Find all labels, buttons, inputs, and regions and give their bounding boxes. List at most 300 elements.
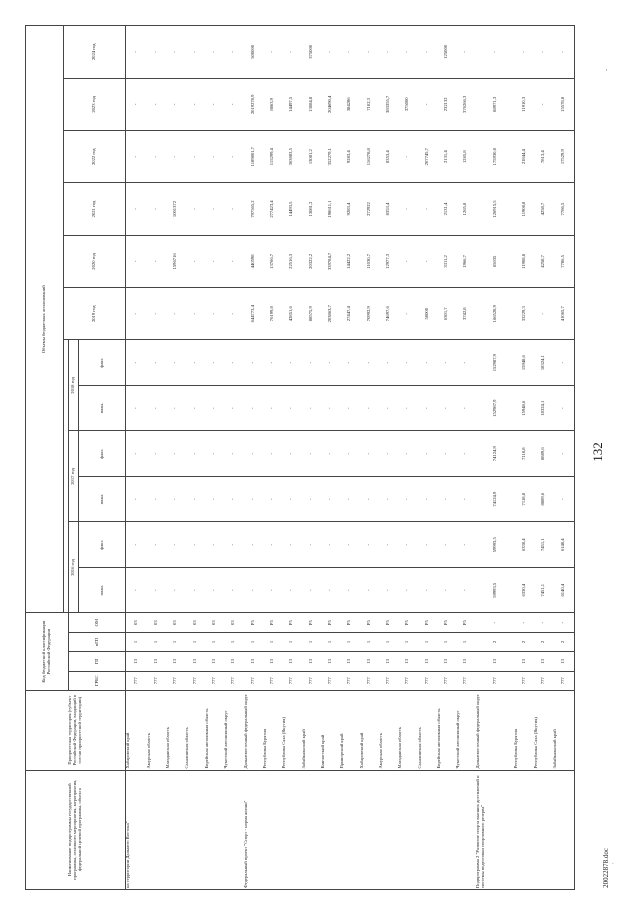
cell-name [263,770,282,889]
cell-y23: - [224,78,243,130]
cell-f16: - [340,522,359,568]
cell-p18: - [185,385,204,431]
cell-y21: - [205,183,224,235]
cell-y24: 500000 [244,26,263,79]
cell-y24: - [553,26,574,79]
cell-f17: - [437,431,456,477]
cell-grbs: 777 [418,671,437,690]
budget-allocations-table [25,25,575,890]
cell-pgp: 2 [514,632,533,651]
cell-f18: - [224,340,243,386]
cell-pgp: 1 [244,632,263,651]
cell-y22: 115299,4 [263,131,282,183]
cell-om: P5 [340,613,359,632]
cell-y21: 198611,1 [321,183,340,235]
table-row [553,26,574,890]
cell-p18: - [321,385,340,431]
cell-p17: - [321,476,340,522]
header-year-2017: 2017 год [69,431,79,522]
cell-pgp: 2 [476,632,515,651]
cell-p18: 18324,1 [534,385,553,431]
cell-pgp: 1 [321,632,340,651]
cell-gp: 13 [553,652,574,671]
cell-pgp: 1 [282,632,301,651]
cell-y19: 74697,6 [379,288,398,340]
table-row [263,26,282,890]
header-year-2019: 2019 год [64,288,126,340]
header-territory: Приоритетная территория (субъект Российской Федерации, входящий в состав приоритетной территории) [26,690,126,770]
cell-f16: - [437,522,456,568]
cell-p17: - [263,476,282,522]
cell-y23: - [126,78,147,130]
cell-y19: 166528,9 [476,288,515,340]
cell-f17: 74124,9 [476,431,515,477]
cell-p18: - [379,385,398,431]
cell-pgp: 1 [302,632,321,651]
cell-y24: - [514,26,533,79]
cell-gp: 13 [360,652,379,671]
cell-y22: - [185,131,204,183]
cell-p16: - [379,567,398,613]
cell-y22: 1265,8 [456,131,475,183]
table-row [437,26,456,890]
header-fact: факт. [79,431,126,477]
cell-y22: 1189801,7 [244,131,263,183]
cell-f18: - [321,340,340,386]
cell-p17: - [224,476,243,522]
cell-f17: - [456,431,475,477]
cell-p16: - [282,567,301,613]
cell-y21: 11908,8 [514,183,533,235]
cell-f17: - [360,431,379,477]
cell-om: - [476,613,515,632]
cell-y19: 76199,8 [263,288,282,340]
cell-grbs: 777 [126,671,147,690]
cell-p17: - [553,476,574,522]
cell-y22: - [224,131,243,183]
margin-mark: . [612,858,614,866]
cell-y21: - [185,183,204,235]
cell-p16: - [244,567,263,613]
cell-p16: 6140,4 [553,567,574,613]
cell-y20: 7786,5 [553,235,574,287]
cell-grbs: 777 [340,671,359,690]
cell-y20: - [418,235,437,287]
cell-f18: - [166,340,185,386]
cell-f16: 59993,5 [476,522,515,568]
cell-y20: 11030,7 [360,235,379,287]
cell-pgp: 1 [224,632,243,651]
cell-f18: - [185,340,204,386]
cell-y24: - [166,26,185,79]
cell-f18: - [437,340,456,386]
cell-territory: Амурская область [379,690,398,770]
cell-gp: 13 [437,652,456,671]
cell-gp: 13 [534,652,553,671]
cell-gp: 13 [205,652,224,671]
cell-pgp: 2 [534,632,553,651]
cell-y22: 175930,8 [476,131,515,183]
cell-y20: 1966,7 [456,235,475,287]
table-row [126,26,147,890]
cell-name [534,770,553,889]
cell-territory: Сахалинская область [185,690,204,770]
cell-f18: - [263,340,282,386]
cell-p17: - [282,476,301,522]
cell-y23: 11910,3 [514,78,533,130]
cell-om: P5 [321,613,340,632]
cell-y20: 14422,2 [340,235,359,287]
header-plan: план. [79,476,126,522]
cell-y21: - [224,183,243,235]
cell-p17: - [185,476,204,522]
cell-p18: - [418,385,437,431]
cell-p18: - [244,385,263,431]
cell-territory: Амурская область [147,690,166,770]
cell-p18: - [456,385,475,431]
cell-y21: 8353,4 [379,183,398,235]
cell-y22: - [126,131,147,183]
cell-territory: Приморский край [340,690,359,770]
cell-y21: 13081,2 [302,183,321,235]
cell-f16: - [244,522,263,568]
cell-f17: - [126,431,147,477]
header-year-2023: 2023 год [64,78,126,130]
cell-territory: Забайкальский край [302,690,321,770]
header-om: ОМ [69,613,126,632]
cell-om: P5 [398,613,417,632]
cell-pgp: 1 [456,632,475,651]
cell-y24: - [126,26,147,79]
cell-y19: 644773,4 [244,288,263,340]
cell-territory: Еврейская автономная область [437,690,456,770]
cell-y22: - [398,131,417,183]
cell-name [321,770,340,889]
rotated-table-sheet [25,25,575,890]
cell-p17: - [398,476,417,522]
cell-name: Подпрограмма 2 "Развитие спорта высших достижений и системы подготовки спортивного резерва" [476,770,515,889]
cell-y19: - [126,288,147,340]
cell-gp: 13 [244,652,263,671]
cell-y24: - [456,26,475,79]
cell-y20: - [224,235,243,287]
cell-y19: - [185,288,204,340]
cell-p18: - [360,385,379,431]
cell-pgp: 1 [263,632,282,651]
header-volumes: Объемы бюджетных ассигнований [26,26,64,613]
cell-y20: 339784,7 [321,235,340,287]
cell-f16: - [456,522,475,568]
cell-territory: Республика Бурятия [263,690,282,770]
cell-om: P5 [456,613,475,632]
cell-p18: - [205,385,224,431]
header-year-2016: 2016 год [69,522,79,613]
cell-pgp: 1 [418,632,437,651]
page-number: 132 [590,442,605,462]
cell-grbs: 777 [514,671,533,690]
cell-y24: - [282,26,301,79]
cell-pgp: 1 [147,632,166,651]
document-code: 20022878.doc [602,848,610,888]
cell-name [456,770,475,889]
cell-p16: - [418,567,437,613]
cell-om: P5 [437,613,456,632]
cell-grbs: 777 [185,671,204,690]
cell-y23: 8863,9 [263,78,282,130]
cell-y23: - [534,78,553,130]
cell-p18: - [437,385,456,431]
header-pgp: пГП [69,632,126,651]
cell-y21: - [147,183,166,235]
cell-gp: 13 [476,652,515,671]
cell-f16: - [185,522,204,568]
cell-territory: Хабаровский край [126,690,147,770]
cell-p16: - [147,567,166,613]
cell-y22: 21844,4 [514,131,533,183]
cell-p17: - [126,476,147,522]
cell-p18: - [553,385,574,431]
cell-name [302,770,321,889]
cell-f17: 8889,6 [534,431,553,477]
cell-f17: - [263,431,282,477]
cell-f18: - [126,340,147,386]
cell-territory: Забайкальский край [553,690,574,770]
header-year-2018: 2018 год [69,340,79,431]
cell-y21: - [398,183,417,235]
cell-grbs: 777 [282,671,301,690]
cell-p17: 74124,9 [476,476,515,522]
table-row [476,26,515,890]
cell-gp: 13 [263,652,282,671]
cell-p18: - [166,385,185,431]
cell-grbs: 777 [263,671,282,690]
cell-p17: - [379,476,398,522]
cell-y23: 13084,8 [302,78,321,130]
table-row [185,26,204,890]
cell-p17: - [166,476,185,522]
cell-om: - [534,613,553,632]
cell-f18: - [302,340,321,386]
cell-p17: 8889,6 [534,476,553,522]
header-year-2021: 2021 год [64,183,126,235]
table-row [205,26,224,890]
cell-p16: - [166,567,185,613]
cell-y23: 375000 [398,78,417,130]
cell-y24: - [321,26,340,79]
cell-f17: - [340,431,359,477]
cell-y21: 797565,2 [244,183,263,235]
cell-name [553,770,574,889]
table-header [26,26,126,890]
table-row [302,26,321,890]
cell-y19: 6301,7 [437,288,456,340]
cell-y23: - [166,78,185,130]
cell-p16: - [321,567,340,613]
cell-name [418,770,437,889]
cell-grbs: 777 [360,671,379,690]
cell-f17: - [553,431,574,477]
cell-f18: - [456,340,475,386]
cell-name [205,770,224,889]
cell-f17: - [398,431,417,477]
cell-f16: - [166,522,185,568]
cell-p16: - [126,567,147,613]
cell-gp: 13 [398,652,417,671]
cell-territory: Республика Бурятия [514,690,533,770]
cell-grbs: 777 [205,671,224,690]
cell-gp: 13 [321,652,340,671]
cell-f17: - [205,431,224,477]
cell-f16: - [398,522,417,568]
cell-f16: - [302,522,321,568]
cell-y22: 17529,9 [553,131,574,183]
cell-grbs: 777 [302,671,321,690]
cell-y23: 14497,5 [282,78,301,130]
cell-f16: - [263,522,282,568]
cell-om: 03 [205,613,224,632]
table-row [224,26,243,890]
cell-gp: 13 [126,652,147,671]
cell-y20: - [398,235,417,287]
cell-y19: - [534,288,553,340]
cell-y24: - [534,26,553,79]
cell-p16: - [185,567,204,613]
cell-om: 03 [147,613,166,632]
cell-y21: - [126,183,147,235]
cell-p17: - [244,476,263,522]
cell-om: P5 [418,613,437,632]
cell-f17: - [166,431,185,477]
table-row [282,26,301,890]
cell-f16: - [418,522,437,568]
cell-gp: 13 [302,652,321,671]
cell-f16: - [147,522,166,568]
cell-name [340,770,359,889]
cell-y24: - [418,26,437,79]
table-row [456,26,475,890]
cell-grbs: 777 [224,671,243,690]
cell-territory: Чукотский автономный округ [456,690,475,770]
cell-f16: 7451,1 [534,522,553,568]
cell-p17: - [418,476,437,522]
cell-y19: 203863,7 [321,288,340,340]
cell-y23: - [147,78,166,130]
cell-y19: 88575,9 [302,288,321,340]
cell-y20: - [185,235,204,287]
cell-y21: - [418,183,437,235]
table-row [166,26,185,890]
cell-p18: - [340,385,359,431]
cell-om: - [514,613,533,632]
cell-f18: 15948,6 [514,340,533,386]
cell-pgp: 1 [437,632,456,651]
cell-gp: 13 [185,652,204,671]
cell-f17: - [147,431,166,477]
header-year-2020: 2020 год [64,235,126,287]
cell-p17: - [340,476,359,522]
cell-name [147,770,166,889]
cell-y20: 22516,3 [282,235,301,287]
cell-p18: - [147,385,166,431]
cell-f17: - [185,431,204,477]
cell-p18: - [282,385,301,431]
cell-y19: - [166,288,185,340]
cell-territory: Магаданская область [166,690,185,770]
cell-y22: - [147,131,166,183]
table-row [534,26,553,890]
cell-f17: - [321,431,340,477]
table-row [340,26,359,890]
cell-name [166,770,185,889]
cell-y22: - [166,131,185,183]
header-plan: план. [79,385,126,431]
cell-y20: - [147,235,166,287]
cell-y23: 376266,3 [456,78,475,130]
cell-pgp: 1 [185,632,204,651]
cell-y21: 1001372 [166,183,185,235]
cell-gp: 13 [166,652,185,671]
cell-y21: 9283,4 [340,183,359,235]
cell-gp: 13 [147,652,166,671]
cell-pgp: 1 [126,632,147,651]
cell-y22: 116278,8 [360,131,379,183]
cell-f18: - [282,340,301,386]
table-row [418,26,437,890]
cell-y23: 7102,3 [360,78,379,130]
cell-grbs: 777 [437,671,456,690]
cell-p16: 7451,1 [534,567,553,613]
cell-f17: - [224,431,243,477]
cell-f16: - [360,522,379,568]
cell-f18: - [418,340,437,386]
cell-territory: Хабаровский край [360,690,379,770]
header-fact: факт. [79,522,126,568]
cell-y21: 277423,4 [263,183,282,235]
cell-y20: 3311,2 [437,235,456,287]
cell-f16: - [379,522,398,568]
cell-y23: 383355,7 [379,78,398,130]
cell-om: P5 [263,613,282,632]
cell-y24: - [398,26,417,79]
cell-grbs: 777 [321,671,340,690]
cell-y24: - [205,26,224,79]
cell-grbs: 777 [553,671,574,690]
cell-y20: 13766,7 [263,235,282,287]
cell-pgp: 1 [166,632,185,651]
cell-f16: - [126,522,147,568]
cell-f18: - [340,340,359,386]
cell-y22: 207745,7 [418,131,437,183]
table-row [514,26,533,890]
cell-pgp: 1 [398,632,417,651]
cell-y19: - [205,288,224,340]
cell-p16: 6330,4 [514,567,533,613]
cell-om: P5 [244,613,263,632]
cell-territory: Республика Саха (Якутия) [282,690,301,770]
cell-p16: - [398,567,417,613]
cell-p17: 7118,8 [514,476,533,522]
cell-f18: - [360,340,379,386]
cell-grbs: 777 [456,671,475,690]
cell-y20: 440598 [244,235,263,287]
cell-gp: 13 [514,652,533,671]
cell-om: 03 [166,613,185,632]
header-year-2024: 2024 год [64,26,126,79]
cell-y23: 2019278,9 [244,78,263,130]
cell-territory: Магаданская область [398,690,417,770]
cell-f16: - [321,522,340,568]
table-row [398,26,417,890]
